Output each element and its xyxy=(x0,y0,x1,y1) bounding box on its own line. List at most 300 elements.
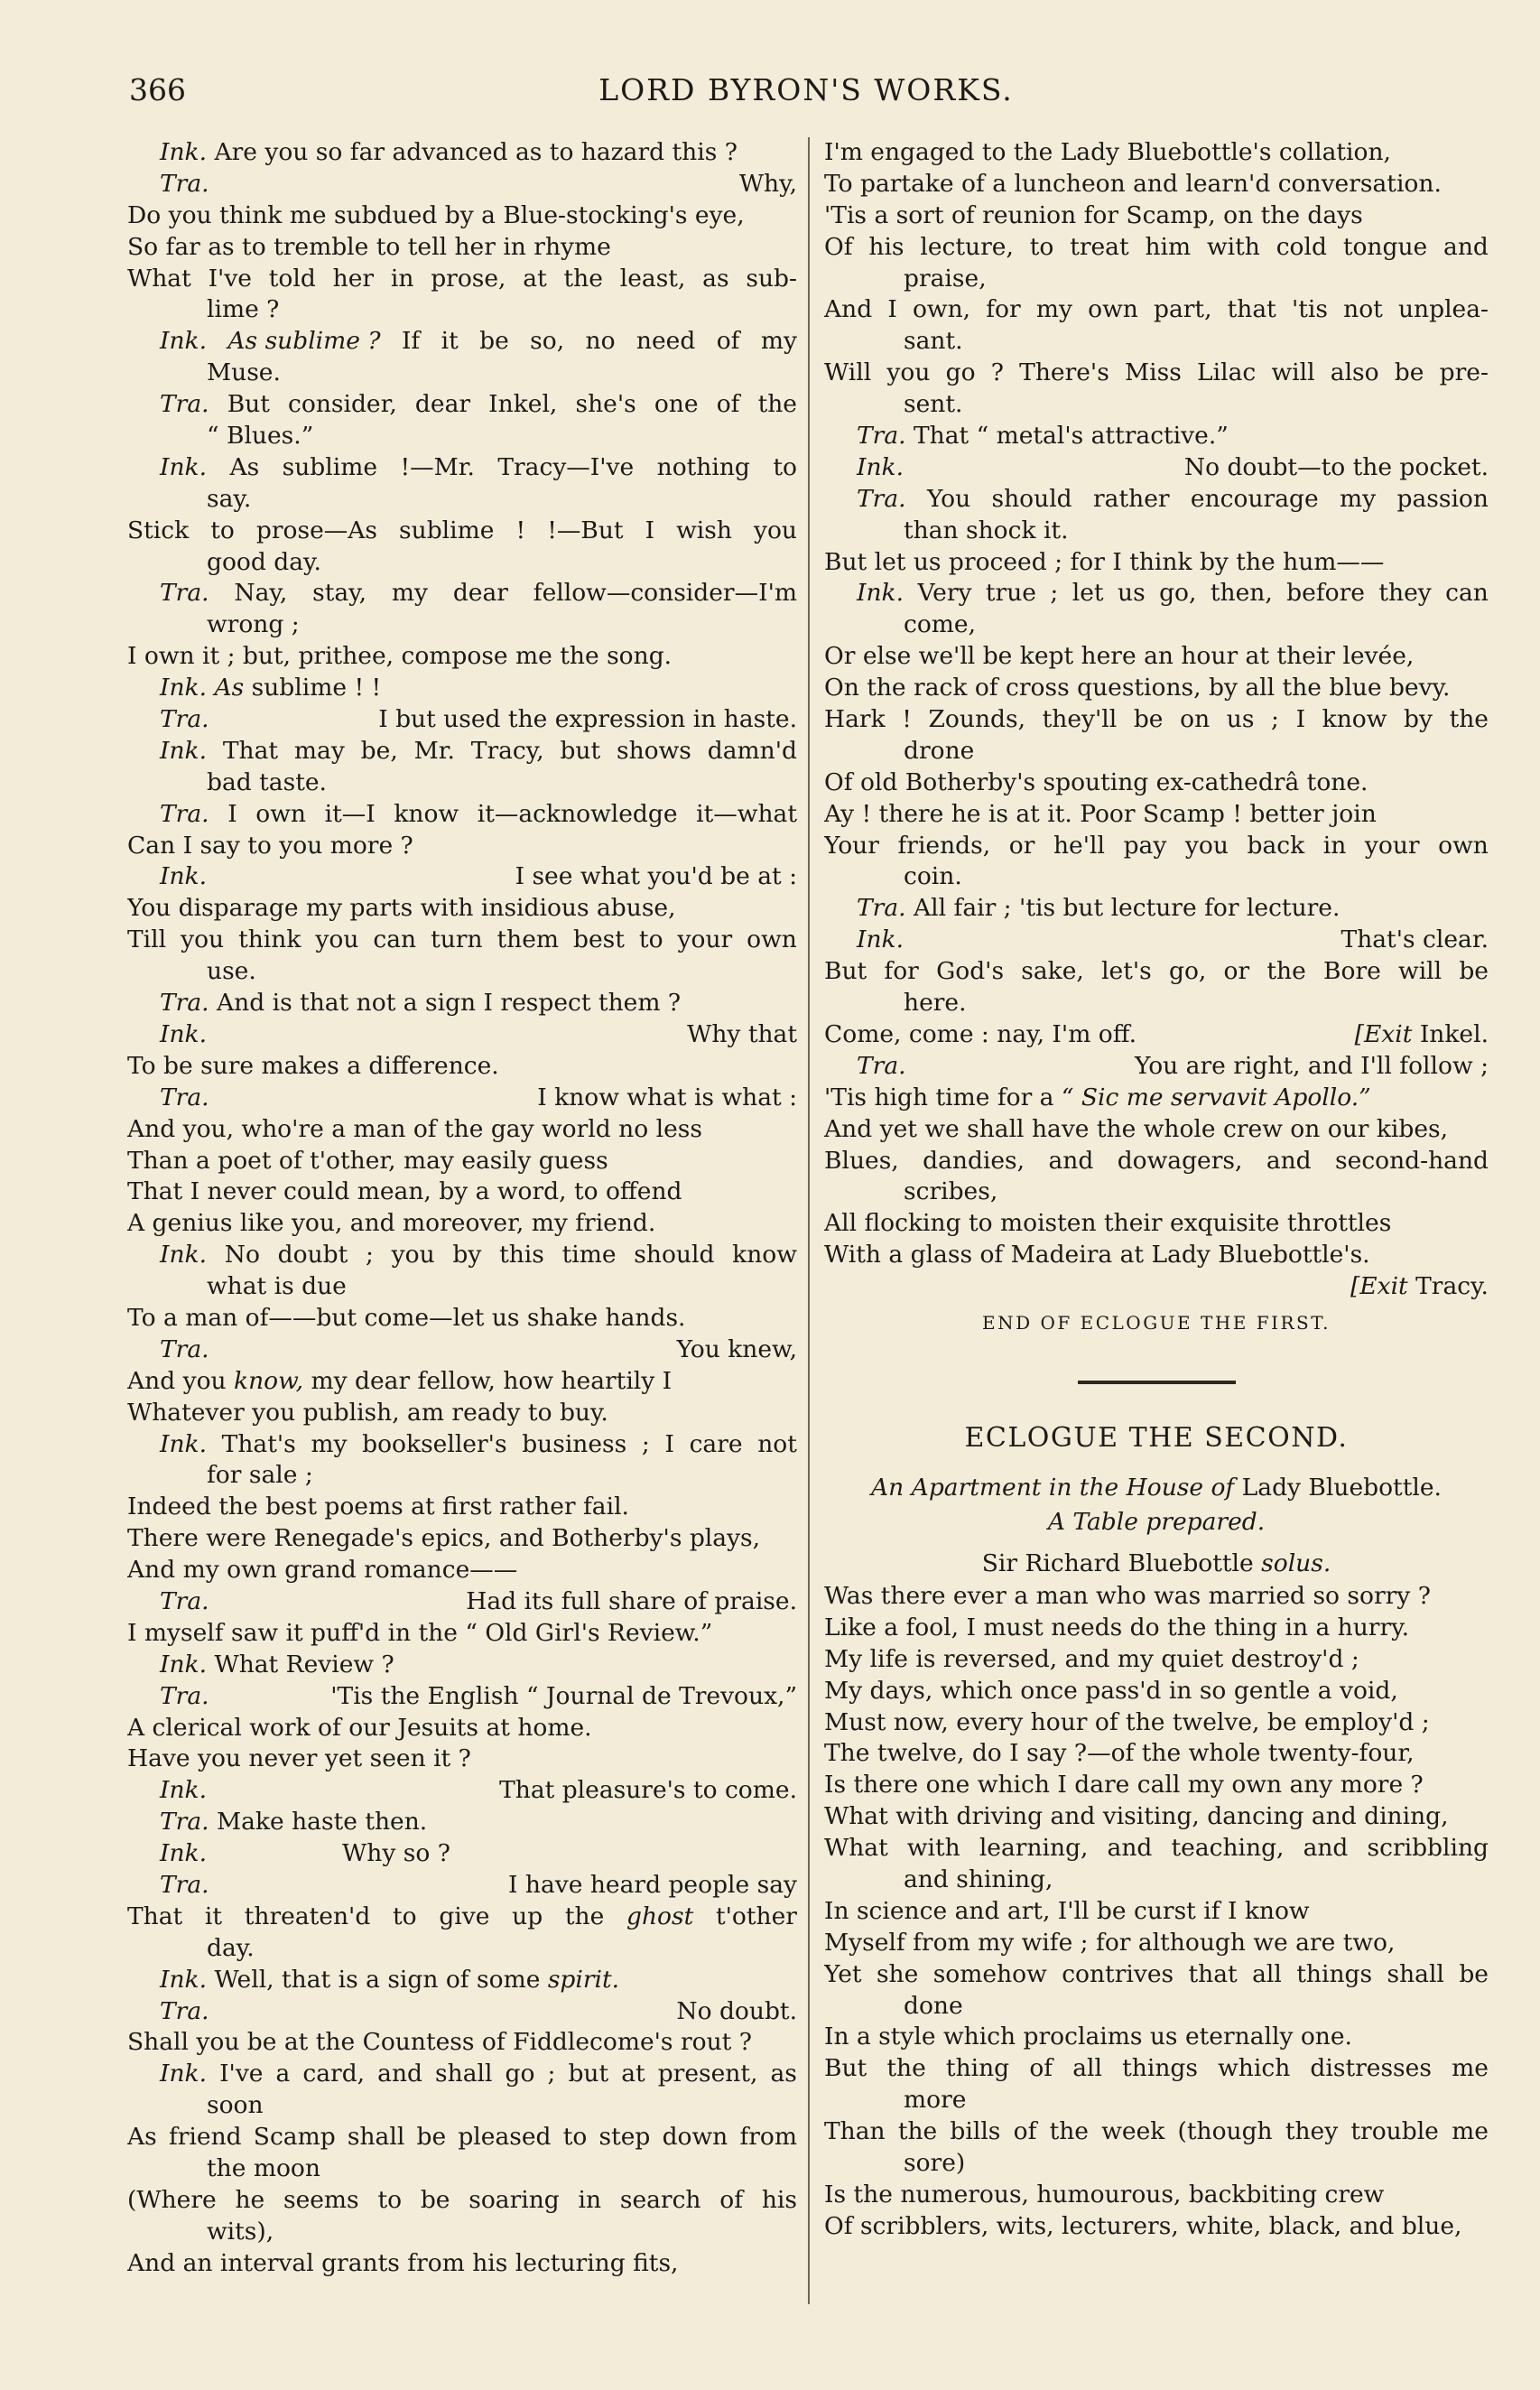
word: step xyxy=(598,2123,651,2152)
word: of xyxy=(719,2185,744,2214)
verse-line xyxy=(127,736,797,767)
word: and xyxy=(1443,232,1489,261)
word: my xyxy=(311,1429,348,1458)
emphasis: ghost xyxy=(626,1902,694,1930)
word: but xyxy=(560,736,601,765)
word: for xyxy=(884,957,919,986)
verse-line: come, xyxy=(904,610,977,639)
verse-line: Myself from my wife ; for although we are two, xyxy=(824,1928,1396,1957)
verse-line: Must now, every hour of the twelve, be employ'd ; xyxy=(824,1707,1430,1736)
stage-exit: [Exit xyxy=(1354,1019,1413,1048)
word: you xyxy=(753,516,797,544)
speaker: Tra. xyxy=(160,705,209,734)
verse-line: And my own grand romance—— xyxy=(127,1556,518,1585)
word: all xyxy=(1252,1959,1282,1988)
verse-line: Tra. That “ metal's attractive.” xyxy=(857,422,1229,451)
word: dowagers, xyxy=(1117,1146,1243,1175)
word: That xyxy=(127,1902,183,1930)
word: scribbling xyxy=(1367,1834,1489,1863)
word: Hark xyxy=(824,705,886,734)
word: part, xyxy=(1153,295,1212,324)
word: You xyxy=(926,484,971,513)
verse-line xyxy=(127,1996,797,2028)
word: friend xyxy=(168,2123,242,2152)
word: card, xyxy=(302,2060,366,2088)
emphasis: As sublime ? xyxy=(227,327,381,356)
setting-plain: Lady Bluebottle. xyxy=(1241,1473,1442,1502)
word: ? xyxy=(990,358,1004,387)
word: ; xyxy=(1271,705,1279,734)
speech: I but used the expression in haste. xyxy=(378,705,797,734)
word: Of xyxy=(824,232,853,261)
word: Bore xyxy=(1323,957,1381,986)
verse-line: day. xyxy=(207,1933,255,1962)
word: not xyxy=(1343,295,1383,324)
verse-line: A clerical work of our Jesuits at home. xyxy=(127,1713,592,1742)
stage-direction: [Exit Tracy. xyxy=(1350,1272,1489,1301)
word: know xyxy=(394,799,459,828)
verse-line xyxy=(127,1019,797,1051)
word: and xyxy=(1048,1146,1094,1175)
word: sublime xyxy=(282,452,378,481)
stage-direction: [Exit Inkel. xyxy=(1354,1019,1489,1048)
verse-line: sant. xyxy=(904,327,963,356)
emphasis: know, xyxy=(234,1366,304,1395)
verse-line: With a glass of Madeira at Lady Bluebottle's. xyxy=(824,1241,1370,1269)
column-rule xyxy=(808,137,810,2304)
speaker: Ink. xyxy=(160,736,208,765)
word: the xyxy=(1266,957,1306,986)
word: as xyxy=(770,2060,797,2088)
word: that xyxy=(1227,295,1276,324)
word: ; xyxy=(641,1429,650,1458)
word: to xyxy=(638,925,663,954)
word: go, xyxy=(1159,579,1197,608)
word: thing xyxy=(945,2054,1010,2083)
verse-line: To a man of——but come—let us shake hands. xyxy=(127,1303,686,1332)
word: should xyxy=(634,1241,715,1269)
verse-line xyxy=(127,704,797,736)
verse-line xyxy=(824,1833,1489,1865)
word: Tracy—I've xyxy=(497,452,635,481)
word: prose, xyxy=(431,264,506,293)
word: in xyxy=(578,2185,602,2214)
word: the xyxy=(563,264,603,293)
verse-line: Than a poet of t'other, may easily guess xyxy=(127,1146,608,1175)
verse-line: coin. xyxy=(904,862,962,891)
word: trouble xyxy=(1350,2117,1439,2146)
word: no xyxy=(585,327,616,356)
word: of xyxy=(716,390,740,419)
word: bookseller's xyxy=(362,1429,507,1458)
word: Yet xyxy=(824,1959,862,1988)
word: by xyxy=(452,1241,482,1269)
word: me xyxy=(1452,2054,1489,2083)
speaker: Ink. xyxy=(857,925,905,954)
word: 'tis xyxy=(1291,295,1328,324)
speech: You are right, and I'll follow ; xyxy=(1135,1051,1489,1080)
verse-line: Ink. As sublime ! ! xyxy=(160,674,382,702)
verse-line: Have you never yet seen it ? xyxy=(127,1744,471,1773)
word: cold xyxy=(1276,232,1327,261)
word: Will xyxy=(824,358,872,387)
word: them xyxy=(496,925,560,954)
verse-line xyxy=(824,2053,1489,2085)
word: his xyxy=(761,2185,797,2214)
word: What xyxy=(127,264,191,293)
word: and xyxy=(1107,1834,1153,1863)
word: her xyxy=(332,264,375,293)
word: she's xyxy=(575,390,636,419)
verse-line: and shining, xyxy=(904,1865,1053,1893)
word: dear xyxy=(452,579,508,608)
word: or xyxy=(1223,957,1250,986)
verse-line xyxy=(824,1051,1489,1083)
word: and xyxy=(1303,1834,1349,1863)
word: threaten'd xyxy=(244,1902,371,1930)
verse-line: 'Tis high time for a “ Sic me servavit Apollo.” xyxy=(824,1083,1371,1111)
speech: That's clear. xyxy=(1341,925,1489,954)
speaker: Tra. xyxy=(160,579,209,608)
word: business xyxy=(522,1429,627,1458)
verse-line: Of old Botherby's spouting ex-cathedrâ tone. xyxy=(824,767,1368,796)
verse-line xyxy=(127,1083,797,1114)
verse-line: use. xyxy=(207,957,256,986)
speech: I have heard people say xyxy=(508,1870,797,1899)
verse-line: Whatever you publish, am ready to buy. xyxy=(127,1398,608,1427)
word: in xyxy=(390,264,414,293)
speaker: Tra. xyxy=(160,1870,209,1899)
word: Very xyxy=(917,579,972,608)
word: to xyxy=(773,452,797,481)
verse-line xyxy=(824,578,1489,609)
speaker: Tra. xyxy=(857,484,906,513)
word: week xyxy=(1101,2117,1165,2146)
word: you xyxy=(886,358,931,387)
word: sublime xyxy=(399,516,495,544)
verse-line: Tra. All fair ; 'tis but lecture for lecture. xyxy=(857,894,1341,923)
word: ; xyxy=(366,1241,374,1269)
speech: Come, come : nay, I'm off. xyxy=(824,1019,1137,1048)
speaker: Tra. xyxy=(160,1586,209,1615)
speaker: Ink. xyxy=(160,674,208,702)
word: contrives xyxy=(1062,1959,1174,1988)
word: As xyxy=(229,452,260,481)
emphasis: As xyxy=(214,674,245,702)
word: go xyxy=(945,358,976,387)
verse-line xyxy=(127,169,797,200)
speech: No doubt. xyxy=(676,1996,797,2025)
verse-line: Or else we'll be kept here an hour at their levée, xyxy=(824,642,1415,671)
word: they'll xyxy=(1042,705,1118,734)
scene-character-line xyxy=(824,1547,1489,1581)
word: own xyxy=(255,799,307,828)
word: search xyxy=(619,2185,701,2214)
verse-line xyxy=(824,1019,1489,1051)
word: will xyxy=(1271,358,1315,387)
word: be xyxy=(1133,705,1164,734)
verse-line: My days, which once pass'd in so gentle a void, xyxy=(824,1676,1398,1705)
word: unplea- xyxy=(1397,295,1489,324)
word: shall xyxy=(1387,1959,1444,1988)
word: rather xyxy=(1093,484,1170,513)
word: sake, xyxy=(1021,957,1084,986)
verse-line: Ink. Well, that is a sign of some spirit. xyxy=(160,1965,620,1994)
left-column xyxy=(127,137,797,2280)
scene-character: Sir Richard Bluebottle xyxy=(981,1548,1254,1577)
verse-line: Can I say to you more ? xyxy=(127,831,413,860)
word: turn xyxy=(431,925,483,954)
word: things xyxy=(1296,1959,1373,1988)
word: you xyxy=(391,1241,435,1269)
verse-line xyxy=(824,2116,1489,2148)
verse-line: In a style which proclaims us eternally one. xyxy=(824,2023,1352,2051)
word: on xyxy=(1180,705,1211,734)
word: And xyxy=(824,295,873,324)
word: may xyxy=(293,736,345,765)
speaker: Ink. xyxy=(160,1019,208,1048)
verse-line xyxy=(127,1775,797,1807)
verse-line: Ink. What Review ? xyxy=(160,1650,394,1679)
verse-line: wits), xyxy=(207,2217,274,2246)
verse-line: And you, who're a man of the gay world no less xyxy=(127,1114,702,1143)
word: second-hand xyxy=(1335,1146,1489,1175)
word: present, xyxy=(657,2060,758,2088)
word: !—Mr. xyxy=(400,452,475,481)
speaker: Ink. xyxy=(160,327,208,356)
word: care xyxy=(689,1429,743,1458)
speaker: Tra. xyxy=(160,1808,209,1837)
word: for xyxy=(986,295,1021,324)
word: my xyxy=(1340,484,1377,513)
word: that xyxy=(1188,1959,1238,1988)
verse-line: the moon xyxy=(207,2154,320,2182)
word: ; xyxy=(1050,579,1059,608)
word: Nay, xyxy=(234,579,288,608)
verse-line: And yet we shall have the whole crew on our kibes, xyxy=(824,1114,1449,1143)
verse-line: And you know, my dear fellow, how heartily I xyxy=(127,1366,673,1395)
word: to xyxy=(393,1902,417,1930)
word: one xyxy=(654,390,699,419)
word: Till xyxy=(127,925,167,954)
speaker: Tra. xyxy=(160,1334,209,1363)
word: from xyxy=(739,2123,797,2152)
page-number: 366 xyxy=(129,72,186,107)
word: then, xyxy=(1210,579,1273,608)
word: be xyxy=(420,2185,450,2214)
word: down xyxy=(662,2123,728,2152)
word: to xyxy=(1029,232,1054,261)
verse-line: praise, xyxy=(904,264,987,293)
verse-line: bad taste. xyxy=(207,767,327,796)
word: need xyxy=(635,327,696,356)
verse-line: I'm engaged to the Lady Bluebottle's collation, xyxy=(824,138,1391,166)
word: be xyxy=(416,2123,447,2152)
verse-line xyxy=(127,799,797,831)
verse-line: for sale ; xyxy=(207,1461,313,1490)
section-divider xyxy=(1078,1381,1236,1384)
speech: You knew, xyxy=(676,1334,797,1363)
setting-italic: An Apartment in the House of xyxy=(871,1473,1235,1502)
verse-line: wrong ; xyxy=(207,610,300,639)
word: not xyxy=(757,1429,797,1458)
word: Stick xyxy=(127,516,190,544)
speaker: Tra. xyxy=(160,390,209,419)
verse-line: Is the numerous, humourous, backbiting crew xyxy=(824,2180,1385,2209)
word: think xyxy=(238,925,302,954)
verse-line xyxy=(127,1429,797,1461)
word: which xyxy=(1218,2054,1291,2083)
word: That xyxy=(222,736,279,765)
word: a xyxy=(275,2060,291,2088)
speaker: Tra. xyxy=(857,1051,906,1080)
word: lecture, xyxy=(920,232,1014,261)
verse-line xyxy=(127,326,797,358)
verse-line xyxy=(824,956,1489,988)
word: distresses xyxy=(1310,2054,1432,2083)
word: also xyxy=(1330,358,1379,387)
word: time xyxy=(561,1241,617,1269)
verse-line xyxy=(824,1959,1489,1991)
word: can xyxy=(373,925,417,954)
word: As xyxy=(127,2123,157,2152)
verse-line: than shock it. xyxy=(904,516,1069,544)
word: Mr. xyxy=(413,736,455,765)
word: with xyxy=(1207,232,1260,261)
speaker: Ink. xyxy=(857,452,905,481)
word: of xyxy=(1029,2054,1053,2083)
word: Tracy, xyxy=(470,736,544,765)
word: the xyxy=(886,2054,926,2083)
word: Blues, xyxy=(824,1146,899,1175)
word: me xyxy=(1452,2117,1489,2146)
speaker: Tra. xyxy=(160,1996,209,2025)
verse-line: Is there one which I dare call my own any more ? xyxy=(824,1771,1424,1799)
emphasis: spirit. xyxy=(547,1965,620,1994)
speaker: Ink. xyxy=(160,1839,208,1868)
word: If xyxy=(401,327,421,356)
word: my xyxy=(391,579,428,608)
word: treat xyxy=(1070,232,1129,261)
verse-line: Do you think me subdued by a Blue-stocking's eye, xyxy=(127,200,745,229)
word: sub- xyxy=(746,264,797,293)
word: up xyxy=(512,1902,543,1930)
verse-line: And an interval grants from his lecturing fits, xyxy=(127,2248,679,2277)
word: What xyxy=(824,1834,888,1863)
word: let xyxy=(1072,579,1104,608)
speaker: Ink. xyxy=(160,138,208,166)
word: soaring xyxy=(468,2185,560,2214)
word: ! xyxy=(902,705,912,734)
word: bills xyxy=(950,2117,1001,2146)
word: be xyxy=(479,327,509,356)
verse-line xyxy=(127,861,797,893)
word: go xyxy=(505,2060,535,2088)
speech: Why, xyxy=(738,169,797,198)
word: (Where xyxy=(127,2185,217,2214)
verse-line: There were Renegade's epics, and Botherby's plays, xyxy=(127,1524,761,1553)
emphasis: “ Sic me servavit Apollo.” xyxy=(1061,1083,1371,1111)
verse-line: Muse. xyxy=(207,358,281,387)
verse-line: I myself saw it puff'd in the “ Old Girl's Review.” xyxy=(127,1618,713,1647)
speaker: Ink. xyxy=(160,452,208,481)
word: prose—As xyxy=(255,516,377,544)
verse-line xyxy=(127,1902,797,1933)
word: shall xyxy=(347,2123,405,2152)
word: friends, xyxy=(897,831,991,860)
right-column-bottom xyxy=(824,1581,1489,2243)
speech: Had its full share of praise. xyxy=(466,1586,797,1615)
verse-line xyxy=(127,1870,797,1902)
verse-line: done xyxy=(904,1991,963,2020)
word: seems xyxy=(283,2185,359,2214)
word: nothing xyxy=(656,452,750,481)
word: so, xyxy=(530,327,565,356)
setting-line-2: A Table prepared. xyxy=(1047,1507,1266,1536)
word: No xyxy=(224,1241,260,1269)
verse-line xyxy=(824,484,1489,516)
word: own xyxy=(1088,295,1138,324)
speech: I see what you'd be at : xyxy=(515,862,797,891)
word: go, xyxy=(1168,957,1207,986)
word: all xyxy=(1072,2054,1102,2083)
word: of xyxy=(1013,2117,1037,2146)
verse-line xyxy=(824,1146,1489,1177)
word: you xyxy=(181,925,225,954)
word: I xyxy=(227,799,237,828)
word: at xyxy=(621,2060,645,2088)
right-column xyxy=(824,137,1489,2243)
speaker: Tra. xyxy=(160,1083,209,1111)
word: passion xyxy=(1396,484,1489,513)
speaker: Tra. xyxy=(160,989,209,1018)
verse-line: A genius like you, and moreover, my friend. xyxy=(127,1209,656,1238)
word: the xyxy=(1049,2117,1089,2146)
word: own xyxy=(1438,831,1489,860)
word: Inkel, xyxy=(488,390,558,419)
word: consider, xyxy=(288,390,397,419)
verse-line xyxy=(824,925,1489,956)
speech: 'Tis the English “ Journal de Trevoux,” xyxy=(330,1681,797,1710)
word: t'other xyxy=(715,1902,797,1930)
verse-line xyxy=(127,2185,797,2217)
word: as xyxy=(702,264,729,293)
word: Zounds, xyxy=(928,705,1026,734)
speaker: Ink. xyxy=(160,2060,208,2088)
verse-line: sent. xyxy=(904,390,963,419)
word: tongue xyxy=(1342,232,1428,261)
word: the xyxy=(757,390,797,419)
word: told xyxy=(268,264,316,293)
word: you xyxy=(1184,831,1229,860)
speech: Why so ? xyxy=(342,1839,450,1868)
word: pre- xyxy=(1439,358,1489,387)
verse-line: more xyxy=(904,2086,967,2115)
word: pay xyxy=(1123,831,1167,860)
word: your xyxy=(677,925,733,954)
verse-line xyxy=(824,1271,1489,1303)
verse-line xyxy=(127,1334,797,1366)
word: it—acknowledge xyxy=(477,799,678,828)
verse-line xyxy=(127,1586,797,1618)
speaker: Ink. xyxy=(857,579,905,608)
verse-line xyxy=(824,232,1489,264)
speaker: Ink. xyxy=(160,1650,208,1679)
word: I've xyxy=(208,264,252,293)
word: the xyxy=(564,1902,605,1930)
verse-line xyxy=(127,264,797,295)
word: before xyxy=(1286,579,1365,608)
